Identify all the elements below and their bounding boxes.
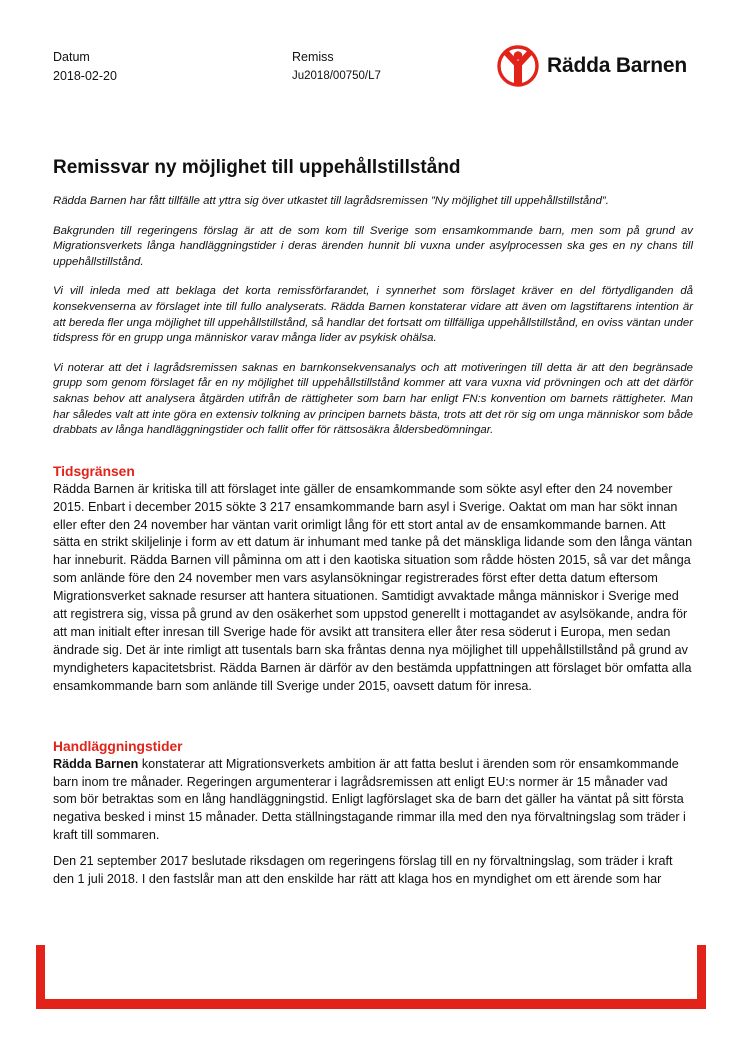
intro-paragraph: Rädda Barnen har fått tillfälle att yttra sig över utkastet till lagrådsremissen ”Ny möjlighet till uppehållstillstånd”.: [53, 195, 609, 207]
intro-paragraph: Vi vill inleda med att beklaga det korta remissförfarandet, i synnerhet som förslaget kräver en del förtydliganden då konsekvenserna av förslaget inte till fullo analyserats. Rädda Barnen konstaterar vidare att även om lagstiftarens intention är att bereda fler unga möjlighet till uppehållstillstånd, så handlar det fortsatt om tillfälliga uppehållstillstånd, en oviss väntan under tidspress för en grupp unga människor varav många lider av psykisk ohälsa.: [53, 285, 693, 345]
section-paragraph: Rädda Barnen är kritiska till att förslaget inte gäller de ensamkommande som sökte asyl efter den 24 november 2015. Enbart i december 2015 sökte 3 217 ensamkommande barn asyl i Sverige. Oaktat om man har sökt innan eller efter den 24 november har väntan varit orimligt lång för ett stort antal av de ensamkommande barnen. Att sätta en strikt skiljelinje i form av ett datum är inhumant med tanke på det mänskliga lidande som den långa väntan har inneburit. Rädda Barnen vill påminna om att i den kaotiska situation som rådde hösten 2015, så var det många som anlände före den 24 november men vars asylansökningar registrerades först efter detta datum eftersom Migrationsverket saknade resurser att hantera situationen. Samtidigt avvaktade många människor i Sverige med att registrera sig, vissa på grund av den osäkerhet som uppstod generellt i mottagandet av asylsökande, andra för att man initialt efter inresan till Sverige hade för avsikt att transitera eller åter resa söderut i Europa, men sedan ändrade sig. Det är inte rimligt att tusentals barn ska fråntas denna nya möjlighet till uppehållstillstånd på grund av myndigheters kapacitetsbrist. Rädda Barnen är därför av den bestämda uppfattningen att förslaget bör omfatta alla ensamkommande barn som anlände till Sverige under 2015, oavsett datum för inresa.: [53, 481, 693, 693]
section-heading: Tidsgränsen: [53, 463, 135, 479]
section-paragraph: [53, 756, 693, 846]
document-body: [53, 194, 693, 889]
section-paragraph: Den 21 september 2017 beslutade riksdagen om regeringens förslag till en ny förvaltningslag, som träder i kraft den 1 juli 2018. I den fastslår man att den enskilde har rätt att klaga hos en myndighet om ett ärende som har: [53, 854, 673, 887]
bold-org-name: Rädda Barnen: [53, 756, 139, 771]
remiss-label: Remiss: [292, 50, 334, 64]
date-block: [53, 48, 117, 86]
section-heading: Handläggningstider: [53, 738, 183, 754]
footer-frame-bottom: [36, 999, 706, 1009]
remiss-number: Ju2018/00750/L7: [292, 70, 381, 82]
logo-text: Rädda Barnen: [547, 54, 687, 77]
intro-paragraph: Bakgrunden till regeringens förslag är att de som kom till Sverige som ensamkommande barn, men som på grund av Migrationsverkets långa handläggningstider i deras ärenden hunnit bli vuxna under asylprocessen ska ges en ny chans till uppehållstillstånd.: [53, 224, 693, 268]
date-label: Datum: [53, 50, 90, 64]
footer-frame: [36, 945, 706, 1009]
remiss-block: [292, 48, 381, 86]
date-value: 2018-02-20: [53, 69, 117, 83]
intro: [53, 194, 693, 439]
section-handlaggningstider: [53, 738, 693, 889]
brand-logo: [496, 44, 687, 88]
section-tidsgransen: [53, 463, 693, 696]
paragraph-text: konstaterar att Migrationsverkets ambition är att fatta beslut i ärenden som rör ensamkommande barn inom tre månader. Regeringen argumenterar i lagrådsremissen att enligt EU:s normer är 15 månader vad som bör betraktas som en lång handläggningstid. Enligt lagförslaget ska de barn det gäller ha väntat på sitt första negativa besked i minst 15 månader. Detta ställningstagande rimmar illa med den nya förvaltningslag som träder i kraft till sommaren.: [53, 756, 686, 843]
page-title: Remissvar ny möjlighet till uppehållstillstånd: [53, 157, 461, 178]
child-figure-icon: [496, 44, 540, 88]
intro-paragraph: Vi noterar att det i lagrådsremissen saknas en barnkonsekvensanalys och att motiveringen till detta är att den begränsade grupp som genom förslaget får en ny möjlighet till uppehållstillstånd kommer att vara vuxna vid prövningen och att det därför saknas behov att analysera åtgärden utifrån de rättigheter som barn har enligt FN:s konvention om barnets rättigheter. Man har således valt att inte göra en extensiv tolkning av principen barnets bästa, trots att det rör sig om unga människor som både drabbats av långa handläggningstider och fallit offer för rättsosäkra åldersbedömningar.: [53, 361, 693, 437]
